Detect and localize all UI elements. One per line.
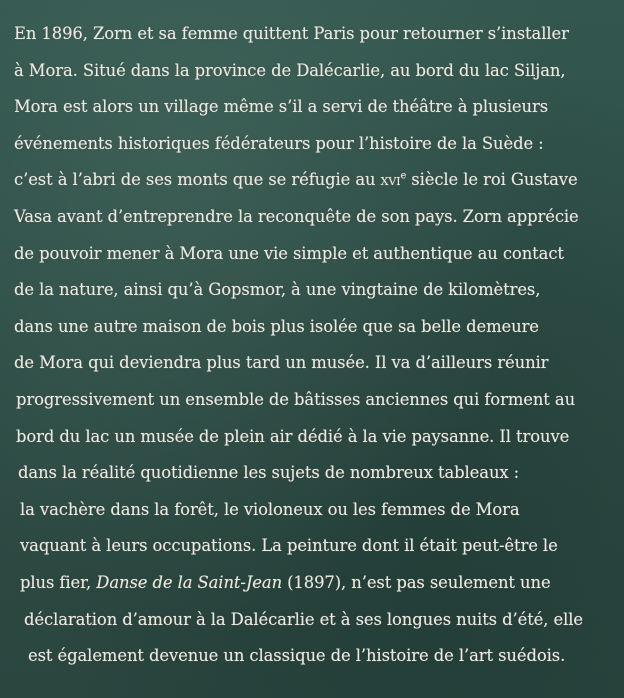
century-superscript: e [400,170,407,182]
text-line-5-tail: siècle le roi Gustave [406,170,578,190]
text-line-16-tail: (1897), n’est pas seulement une [282,572,551,592]
text-line-14: la vachère dans la forêt, le violoneux ou les femmes de Mora [20,499,520,519]
text-line-12: bord du lac un musée de plein air dédié à la vie paysanne. Il trouve [16,426,570,446]
text-line-16-head: plus fier, [20,572,97,592]
text-line-3: Mora est alors un village même s’il a servi de théâtre à plusieurs [14,97,549,117]
text-line-9: dans une autre maison de bois plus isolée que sa belle demeure [14,316,539,336]
text-line-7: de pouvoir mener à Mora une vie simple et authentique au contact [14,243,564,263]
text-line-17: déclaration d’amour à la Dalécarlie et à ses longues nuits d’été, elle [24,609,583,629]
text-line-18: est également devenue un classique de l’histoire de l’art suédois. [28,646,566,666]
text-line-10: de Mora qui deviendra plus tard un musée. Il va d’ailleurs réunir [14,353,549,373]
panel-text [14,16,614,675]
text-line-6: Vasa avant d’entreprendre la reconquête de son pays. Zorn apprécie [14,206,579,226]
text-line-15: vaquant à leurs occupations. La peinture dont il était peut-être le [20,536,558,556]
text-line-5-head: c’est à l’abri de ses monts que se réfugie au [14,170,381,190]
text-line-5 [14,162,614,199]
text-line-2: à Mora. Situé dans la province de Dalécarlie, au bord du lac Siljan, [14,60,566,80]
text-line-8: de la nature, ainsi qu’à Gopsmor, à une vingtaine de kilomètres, [14,280,541,300]
text-line-13: dans la réalité quotidienne les sujets de nombreux tableaux : [18,463,520,483]
text-line-16 [14,565,614,602]
text-line-1: En 1896, Zorn et sa femme quittent Paris pour retourner s’installer [14,24,569,43]
artwork-title: Danse de la Saint-Jean [96,572,283,592]
text-line-11: progressivement un ensemble de bâtisses anciennes qui forment au [16,389,576,409]
text-line-4: événements historiques fédérateurs pour l’histoire de la Suède : [14,133,544,153]
century-numeral: xvi [380,170,401,190]
